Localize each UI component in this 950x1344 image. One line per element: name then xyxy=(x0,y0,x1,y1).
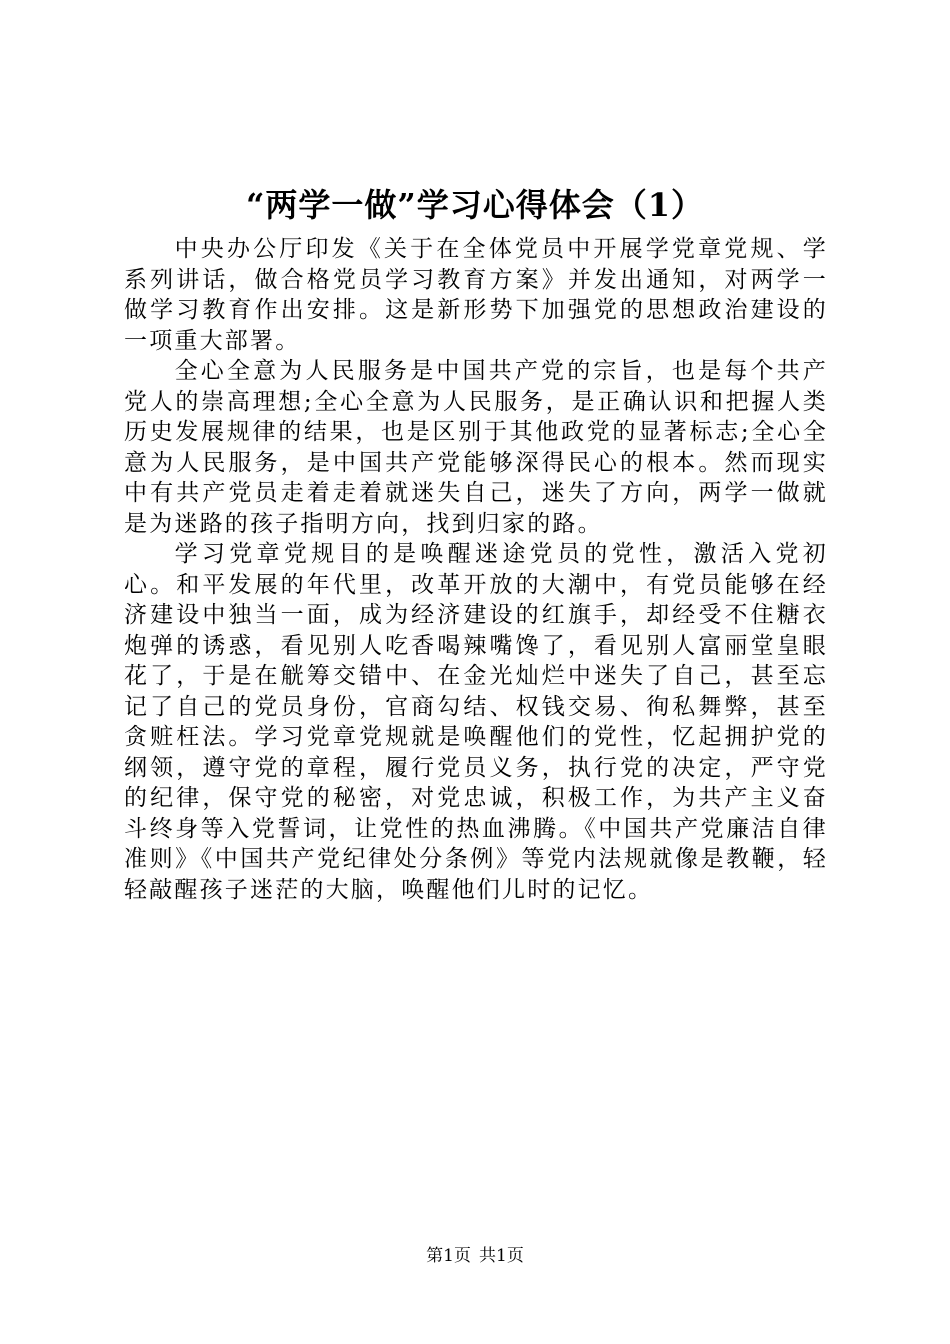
paragraph-2: 全心全意为人民服务是中国共产党的宗旨，也是每个共产党人的崇高理想;全心全意为人民服务，是正确认识和把握人类历史发展规律的结果，也是区别于其他政党的显著标志;全心全意为人民服务，是中国共产党能够深得民心的根本。然而现实中有共产党员走着走着就迷失自己，迷失了方向，两学一做就是为迷路的孩子指明方向，找到归家的路。 xyxy=(124,358,828,537)
document-title: “两学一做”学习心得体会（1） xyxy=(245,186,705,224)
page-number: 第1页 xyxy=(426,1246,471,1266)
paragraph-3: 学习党章党规目的是唤醒迷途党员的党性，激活入党初心。和平发展的年代里，改革开放的大潮中，有党员能够在经济建设中独当一面，成为经济建设的红旗手，却经受不住糖衣炮弹的诱惑，看见别人吃香喝辣嘴馋了，看见别人富丽堂皇眼花了，于是在觥筹交错中、在金光灿烂中迷失了自己，甚至忘记了自己的党员身份，官商勾结、权钱交易、徇私舞弊，甚至贪赃枉法。学习党章党规就是唤醒他们的党性，忆起拥护党的纲领，遵守党的章程，履行党员义务，执行党的决定，严守党的纪律，保守党的秘密，对党忠诚，积极工作，为共产主义奋斗终身等入党誓词，让党性的热血沸腾。《中国共产党廉洁自律准则》《中国共产党纪律处分条例》等党内法规就像是教鞭，轻轻敲醒孩子迷茫的大脑，唤醒他们儿时的记忆。 xyxy=(124,541,828,903)
document-body xyxy=(124,234,828,905)
page-footer xyxy=(0,1244,950,1268)
paragraph-1: 中央办公厅印发《关于在全体党员中开展学党章党规、学系列讲话，做合格党员学习教育方案》并发出通知，对两学一做学习教育作出安排。这是新形势下加强党的思想政治建设的一项重大部署。 xyxy=(124,236,828,354)
page-total: 共1页 xyxy=(479,1246,524,1266)
